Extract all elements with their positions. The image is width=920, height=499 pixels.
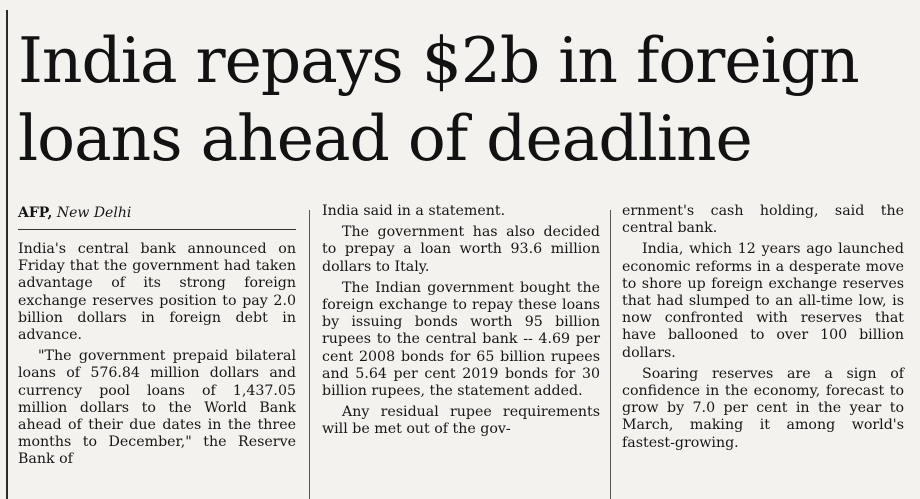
headline (18, 22, 908, 178)
headline-line-2: loans ahead of deadline (18, 102, 752, 175)
paragraph: ernment's cash holding, said the central bank. (622, 203, 904, 237)
paragraph: India said in a statement. (322, 203, 506, 219)
paragraph: "The government prepaid bilateral loans of 576.84 million dollars and currency pool loans of 1,437.05 million dollars to the World Bank ahead of their due dates in the three months to December," the Reserve Bank of (18, 348, 296, 468)
paragraph: The Indian government bought the foreign exchange to repay these loans by issuing bonds worth 95 billion rupees to the central bank -- 4.69 per cent 2008 bonds for 65 billion rupees and 5.64 per cent 2019 bonds for 30 billion rupees, the statement added. (322, 279, 600, 400)
byline-divider (18, 229, 296, 230)
paragraph: India, which 12 years ago launched economic reforms in a desperate move to shore up foreign exchange reserves that had slumped to an all-time low, is now confronted with reserves that have ballooned to over 100 billion dollars. (622, 241, 904, 361)
article-column-2 (322, 203, 600, 439)
article-column-3 (622, 203, 904, 452)
left-edge-rule (6, 10, 8, 499)
byline (18, 204, 131, 222)
paragraph: Any residual rupee requirements will be met out of the gov- (322, 404, 600, 438)
byline-agency: AFP, (18, 205, 53, 221)
column-divider-1 (309, 210, 310, 499)
paragraph: The government has also decided to prepay a loan worth 93.6 million dollars to Italy. (322, 224, 600, 275)
headline-line-1: India repays $2b in foreign (18, 24, 859, 97)
byline-location: New Delhi (56, 205, 132, 221)
paragraph: India's central bank announced on Friday that the government had taken advantage of its strong foreign exchange reserves position to pay 2.0 billion dollars in foreign debt in advance. (18, 241, 296, 344)
column-divider-2 (610, 210, 611, 499)
article-column-1 (18, 241, 296, 469)
paragraph: Soaring reserves are a sign of confidence in the economy, forecast to grow by 7.0 per cent in the year to March, making it among world's fastest-growing. (622, 365, 904, 451)
